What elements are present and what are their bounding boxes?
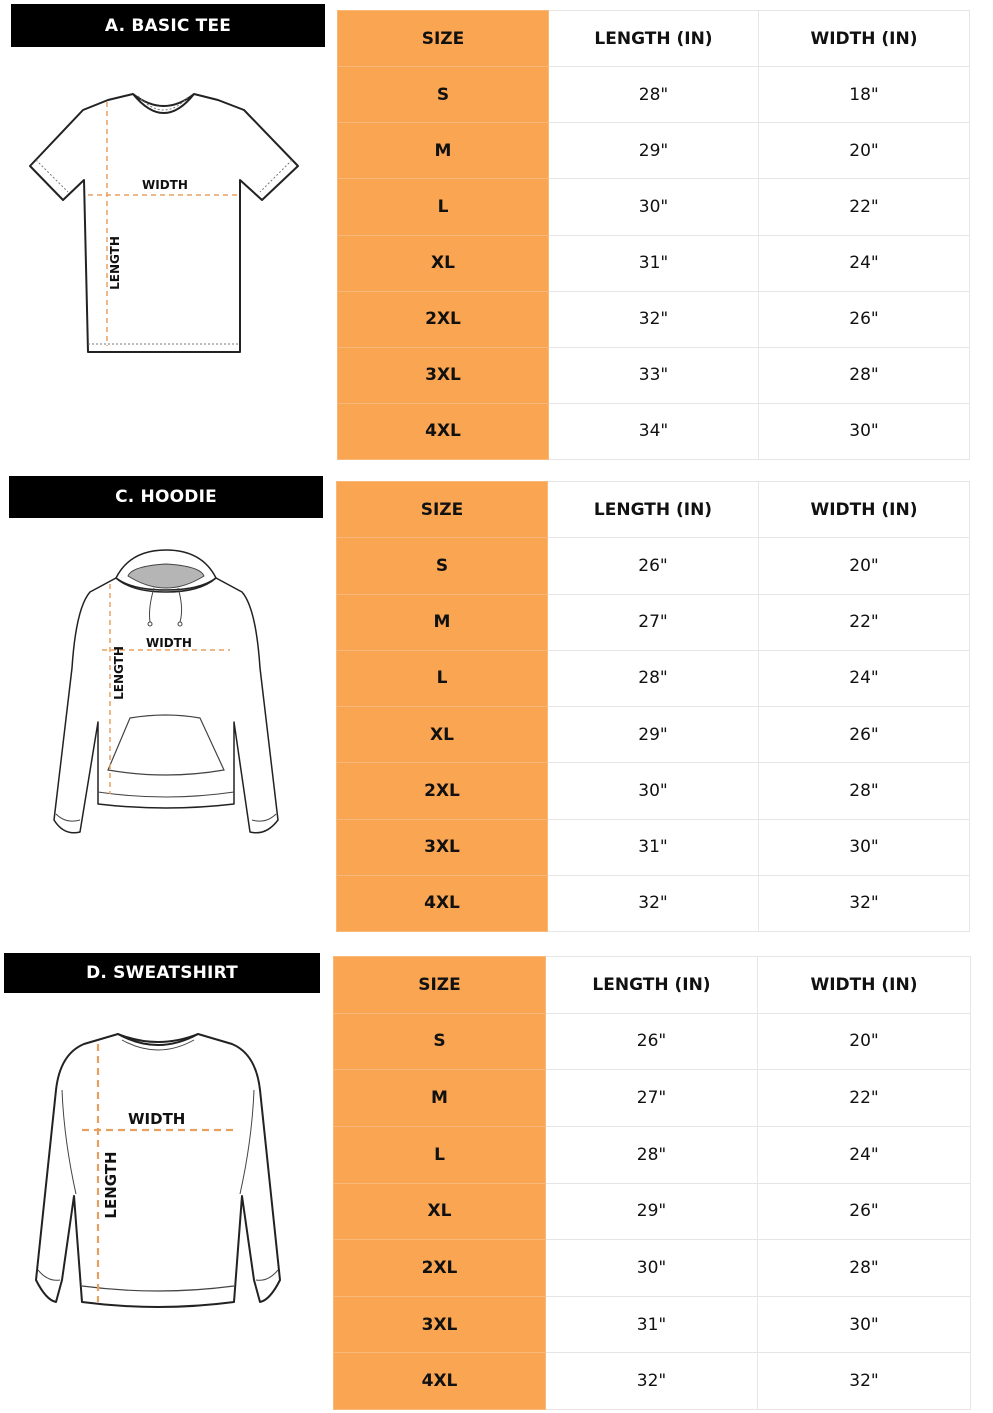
table-row — [334, 1126, 971, 1183]
length-cell: 31" — [549, 235, 759, 291]
hoodie-icon — [50, 548, 286, 840]
length-cell: 27" — [548, 594, 759, 650]
width-cell: 24" — [759, 235, 970, 291]
table-row — [338, 291, 970, 347]
size-cell: M — [338, 123, 549, 179]
table-row — [338, 403, 970, 459]
width-cell: 18" — [759, 67, 970, 123]
width-cell: 32" — [759, 875, 970, 931]
length-cell: 26" — [548, 538, 759, 594]
header-length: LENGTH (IN) — [549, 11, 759, 67]
length-label: LENGTH — [108, 236, 122, 290]
length-cell: 29" — [546, 1183, 758, 1240]
header-size: SIZE — [338, 11, 549, 67]
table-row — [338, 179, 970, 235]
length-label: LENGTH — [112, 646, 126, 700]
size-cell: 2XL — [337, 763, 548, 819]
width-cell: 20" — [758, 1013, 971, 1070]
table-header-row — [334, 957, 971, 1014]
section-title: A. BASIC TEE — [11, 4, 325, 47]
section-title: D. SWEATSHIRT — [4, 953, 320, 993]
size-cell: 2XL — [334, 1240, 546, 1297]
size-cell: XL — [334, 1183, 546, 1240]
table-header-row — [337, 482, 970, 538]
length-cell: 28" — [546, 1126, 758, 1183]
width-cell: 28" — [759, 763, 970, 819]
length-cell: 32" — [549, 291, 759, 347]
size-cell: 3XL — [334, 1296, 546, 1353]
header-size: SIZE — [334, 957, 546, 1014]
size-cell: 2XL — [338, 291, 549, 347]
width-cell: 30" — [759, 403, 970, 459]
header-size: SIZE — [337, 482, 548, 538]
header-width: WIDTH (IN) — [758, 957, 971, 1014]
length-cell: 28" — [549, 67, 759, 123]
width-cell: 22" — [759, 594, 970, 650]
table-row — [334, 1183, 971, 1240]
size-table-basic-tee — [337, 10, 970, 460]
length-cell: 30" — [549, 179, 759, 235]
size-cell: M — [337, 594, 548, 650]
table-row — [337, 707, 970, 763]
width-cell: 32" — [758, 1353, 971, 1410]
sweatshirt-icon — [34, 1030, 282, 1315]
length-cell: 27" — [546, 1070, 758, 1127]
length-cell: 33" — [549, 347, 759, 403]
size-cell: XL — [338, 235, 549, 291]
size-cell: L — [337, 650, 548, 706]
table-row — [337, 875, 970, 931]
length-cell: 30" — [548, 763, 759, 819]
length-cell: 31" — [546, 1296, 758, 1353]
width-cell: 24" — [759, 650, 970, 706]
size-cell: 4XL — [338, 403, 549, 459]
table-row — [337, 763, 970, 819]
section-title: C. HOODIE — [9, 476, 323, 518]
length-cell: 31" — [548, 819, 759, 875]
size-cell: S — [334, 1013, 546, 1070]
length-cell: 32" — [546, 1353, 758, 1410]
size-cell: M — [334, 1070, 546, 1127]
width-cell: 26" — [759, 291, 970, 347]
header-length: LENGTH (IN) — [546, 957, 758, 1014]
size-cell: L — [334, 1126, 546, 1183]
table-row — [337, 594, 970, 650]
length-cell: 26" — [546, 1013, 758, 1070]
table-row — [334, 1296, 971, 1353]
size-table-hoodie — [336, 481, 970, 932]
size-cell: L — [338, 179, 549, 235]
width-cell: 24" — [758, 1126, 971, 1183]
table-row — [338, 123, 970, 179]
width-cell: 28" — [759, 347, 970, 403]
header-length: LENGTH (IN) — [548, 482, 759, 538]
width-cell: 26" — [758, 1183, 971, 1240]
width-cell: 22" — [759, 179, 970, 235]
size-cell: 4XL — [334, 1353, 546, 1410]
length-cell: 29" — [548, 707, 759, 763]
header-width: WIDTH (IN) — [759, 11, 970, 67]
width-cell: 30" — [758, 1296, 971, 1353]
table-row — [334, 1013, 971, 1070]
table-row — [338, 67, 970, 123]
length-label: LENGTH — [102, 1151, 120, 1219]
width-cell: 28" — [758, 1240, 971, 1297]
size-table-sweatshirt — [333, 956, 971, 1410]
table-row — [337, 819, 970, 875]
length-cell: 29" — [549, 123, 759, 179]
width-cell: 20" — [759, 123, 970, 179]
width-cell: 22" — [758, 1070, 971, 1127]
length-cell: 32" — [548, 875, 759, 931]
header-width: WIDTH (IN) — [759, 482, 970, 538]
size-cell: S — [338, 67, 549, 123]
width-cell: 20" — [759, 538, 970, 594]
table-row — [334, 1353, 971, 1410]
width-cell: 26" — [759, 707, 970, 763]
width-label: WIDTH — [142, 178, 188, 192]
table-header-row — [338, 11, 970, 67]
table-row — [334, 1240, 971, 1297]
table-row — [338, 235, 970, 291]
size-cell: 3XL — [337, 819, 548, 875]
length-cell: 28" — [548, 650, 759, 706]
table-row — [337, 650, 970, 706]
length-cell: 30" — [546, 1240, 758, 1297]
width-label: WIDTH — [128, 1110, 186, 1128]
size-cell: 4XL — [337, 875, 548, 931]
table-row — [337, 538, 970, 594]
length-cell: 34" — [549, 403, 759, 459]
size-cell: S — [337, 538, 548, 594]
width-cell: 30" — [759, 819, 970, 875]
table-row — [334, 1070, 971, 1127]
tshirt-icon — [28, 88, 303, 358]
size-cell: XL — [337, 707, 548, 763]
table-row — [338, 347, 970, 403]
size-cell: 3XL — [338, 347, 549, 403]
width-label: WIDTH — [146, 636, 192, 650]
